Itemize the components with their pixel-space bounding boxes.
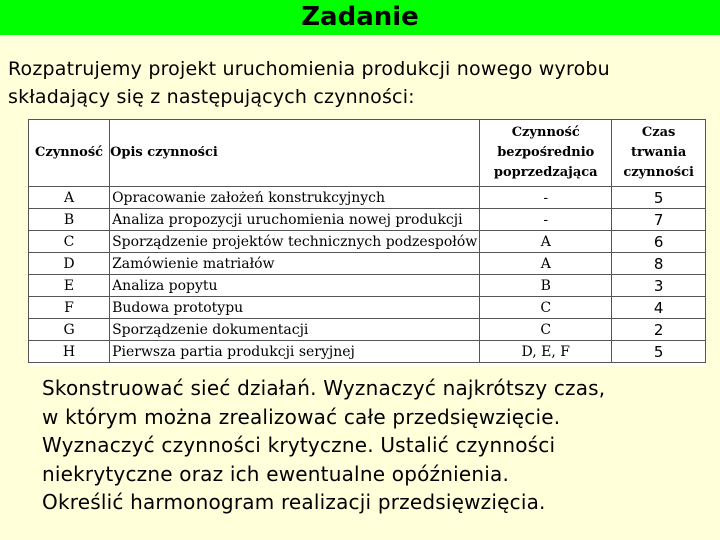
- table-row: [29, 275, 706, 297]
- cell-activity: C: [29, 231, 110, 253]
- cell-predecessor: A: [480, 231, 612, 253]
- header-activity: Czynność: [29, 120, 110, 187]
- table-row: [29, 341, 706, 363]
- cell-description: Sporządzenie projektów technicznych podzespołów: [110, 231, 480, 253]
- cell-duration: 8: [612, 253, 706, 275]
- task-line: niekrytyczne oraz ich ewentualne opóźnienia.: [42, 461, 510, 486]
- cell-duration: 7: [612, 209, 706, 231]
- cell-predecessor: C: [480, 297, 612, 319]
- cell-predecessor: B: [480, 275, 612, 297]
- cell-duration: 6: [612, 231, 706, 253]
- table-header-row: [29, 120, 706, 187]
- table-row: [29, 187, 706, 209]
- cell-description: Zamówienie matriałów: [110, 253, 480, 275]
- cell-predecessor: -: [480, 187, 612, 209]
- cell-predecessor: D, E, F: [480, 341, 612, 363]
- intro-line: Rozpatrujemy projekt uruchomienia produkcji nowego wyrobu: [8, 58, 610, 80]
- cell-description: Analiza popytu: [110, 275, 480, 297]
- cell-description: Analiza propozycji uruchomienia nowej produkcji: [110, 209, 480, 231]
- cell-duration: 5: [612, 187, 706, 209]
- cell-description: Budowa prototypu: [110, 297, 480, 319]
- cell-activity: E: [29, 275, 110, 297]
- table-row: [29, 297, 706, 319]
- intro-line: składający się z następujących czynności:: [8, 86, 415, 108]
- header-description: Opis czynności: [110, 120, 480, 187]
- cell-predecessor: C: [480, 319, 612, 341]
- intro-text: [8, 55, 720, 111]
- task-line: Określić harmonogram realizacji przedsięwzięcia.: [42, 490, 546, 514]
- cell-activity: D: [29, 253, 110, 275]
- table-row: [29, 319, 706, 341]
- header-duration: Czas trwania czynności: [612, 120, 706, 187]
- cell-predecessor: A: [480, 253, 612, 275]
- table-row: [29, 209, 706, 231]
- cell-duration: 2: [612, 319, 706, 341]
- cell-activity: H: [29, 341, 110, 363]
- task-line: w którym można zrealizować całe przedsięwzięcie.: [42, 404, 561, 429]
- task-text: [42, 374, 712, 517]
- title-bar: [0, 0, 720, 35]
- cell-description: Sporządzenie dokumentacji: [110, 319, 480, 341]
- task-line: Wyznaczyć czynności krytyczne. Ustalić czynności: [42, 433, 556, 457]
- cell-duration: 3: [612, 275, 706, 297]
- cell-description: Pierwsza partia produkcji seryjnej: [110, 341, 480, 363]
- activity-table: [28, 119, 706, 363]
- table-row: [29, 231, 706, 253]
- page-title: Zadanie: [301, 2, 419, 32]
- cell-activity: F: [29, 297, 110, 319]
- cell-duration: 4: [612, 297, 706, 319]
- cell-description: Opracowanie założeń konstrukcyjnych: [110, 187, 480, 209]
- task-line: Skonstruować sieć działań. Wyznaczyć najkrótszy czas,: [42, 376, 606, 400]
- table-row: [29, 253, 706, 275]
- activity-table-container: [28, 119, 706, 366]
- header-predecessor: Czynność bezpośrednio poprzedzająca: [480, 120, 612, 187]
- cell-activity: A: [29, 187, 110, 209]
- cell-duration: 5: [612, 341, 706, 363]
- cell-activity: B: [29, 209, 110, 231]
- cell-predecessor: -: [480, 209, 612, 231]
- cell-activity: G: [29, 319, 110, 341]
